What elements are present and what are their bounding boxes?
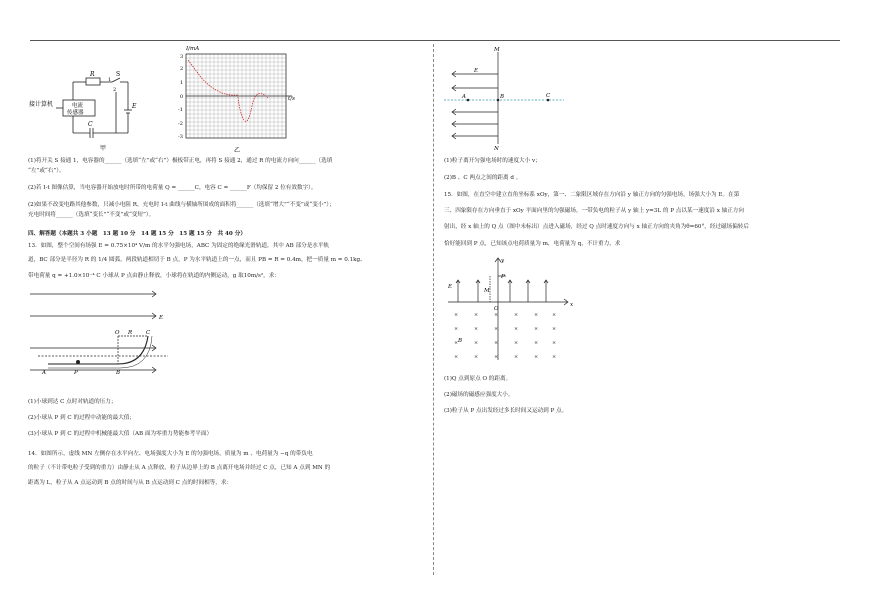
p13-q2: (2)小球从 P 到 C 的过程中动能的最大值； — [28, 415, 135, 421]
p14-q1: (1)粒子离开匀强电场时的速度大小 v； — [444, 158, 541, 164]
track-O: O — [115, 330, 120, 336]
field-cross-mark: × — [454, 354, 459, 360]
axes-O: O — [494, 306, 499, 312]
circuit-caption: 甲 — [100, 145, 107, 152]
track-C: C — [146, 330, 151, 336]
graph-xlabel: t/s — [288, 96, 295, 102]
axes-B: B — [458, 338, 463, 344]
field-cross-mark: × — [454, 340, 459, 346]
field-cross-mark: × — [494, 326, 499, 332]
field-diagram — [444, 44, 604, 154]
track-diagram — [28, 288, 188, 394]
point-C — [547, 99, 550, 102]
p13-line1: 13．如图，整个空间有场强 E = 0.75×10⁴ V/m 的水平匀强电场，ABC 为固定的绝缘光滑轨道，其中 AB 部分是水平轨 — [28, 243, 330, 249]
field-cross-mark: × — [514, 312, 519, 318]
p15-q2: (2)磁场的磁感应强度大小。 — [444, 392, 514, 398]
graph-caption: 乙 — [234, 147, 241, 154]
field-cross-mark: × — [552, 354, 557, 360]
circuit-label-computer: 接计算机 — [29, 101, 54, 108]
point-A — [467, 99, 470, 102]
p14-line2: 的粒子（不计带电粒子受到的重力）由静止从 A 点释放，粒子从边界上的 B 点离开电场并经过 C 点，已知 A 点到 MN 的 — [28, 465, 331, 471]
field-cross-mark: × — [494, 340, 499, 346]
q2-estimate: (2)若 I-t 图像估算，当电容器开始放电时所带的电荷量 Q = ______C，电容 C = ______F（均保留 2 位有效数字）。 — [28, 185, 317, 191]
circuit-R: R — [90, 71, 95, 78]
field-B: B — [500, 94, 505, 100]
track-R: R — [128, 330, 133, 336]
field-cross-mark: × — [514, 326, 519, 332]
graph-ytick-m2: -2 — [178, 121, 183, 127]
field-cross-mark: × — [534, 354, 539, 360]
p13-line2: 道，BC 部分是半径为 R 的 1/4 圆弧，两段轨道相切于 B 点，P 为水平轨道上的一点，而且 PB = R = 0.4m，把一质量 m = 0.1kg、 — [28, 257, 366, 263]
top-rule — [30, 40, 840, 41]
field-cross-mark: × — [474, 326, 479, 332]
field-cross-mark: × — [474, 340, 479, 346]
axes-y: y — [501, 258, 505, 264]
p13-q3: (3)小球从 P 到 C 的过程中机械能最大值（AB 面为零重力势能参考平面） — [28, 431, 213, 437]
track-P: P — [74, 370, 78, 376]
field-E: E — [474, 68, 479, 74]
graph-ytick-2: 2 — [180, 66, 184, 72]
graph-ytick-1: 1 — [180, 80, 184, 86]
p13-line3: 带电荷量 q = +1.0×10⁻⁴ C 小球从 P 点由静止释放，小球将在轨道的内侧运动，g 取10m/s²，求： — [28, 273, 280, 279]
graph-ytick-m3: -3 — [178, 134, 183, 140]
p13-q1: (1)小球到达 C 点时对轨道的压力； — [28, 399, 117, 405]
field-cross-mark: × — [454, 326, 459, 332]
field-cross-mark: × — [514, 340, 519, 346]
field-C: C — [546, 93, 551, 99]
track-E: E — [159, 315, 164, 321]
circuit-node1: 1 — [108, 77, 112, 83]
circuit-sensor-line2: 传感器 — [67, 110, 84, 116]
field-cross-mark: × — [514, 354, 519, 360]
graph-ylabel: I/mA — [186, 46, 200, 52]
p15-line3: 射出，经 x 轴上的 Q 点（图中未标出）点进入磁场，经过 Q 点时速度方向与 x 轴正方向的夹角为θ=60°，经过磁场偏转后 — [444, 224, 749, 230]
field-cross-mark: × — [552, 340, 557, 346]
axes-M: M — [484, 288, 490, 294]
discharge-curve — [238, 94, 268, 122]
ball — [76, 360, 80, 364]
p15-q1: (1)Q 点到原点 O 的距离。 — [444, 376, 512, 382]
magnetic-field-diagram — [444, 254, 584, 364]
field-cross-mark: × — [494, 312, 499, 318]
p15-line1: 15．如图，在直空中建立直角坐标系 xOy，第一、二象限区域存在方向沿 y 轴正方向的匀强电场，场强大小为 E。在第 — [444, 192, 740, 198]
circuit-S: S — [116, 71, 121, 78]
graph-ytick-3: 3 — [180, 54, 184, 60]
track-B: B — [116, 370, 121, 376]
field-cross-mark: × — [552, 326, 557, 332]
field-cross-mark: × — [534, 326, 539, 332]
field-cross-mark: × — [474, 312, 479, 318]
circuit-node2: 2 — [113, 87, 117, 93]
field-cross-mark: × — [534, 340, 539, 346]
field-A: A — [462, 94, 466, 100]
field-cross-mark: × — [534, 312, 539, 318]
axes-x: x — [570, 302, 574, 308]
q3-line2: 充电时间将______（选填“变长”“不变”或“变短”）。 — [28, 212, 155, 218]
circuit-diagram — [28, 70, 158, 170]
i-t-graph — [168, 44, 298, 156]
p14-line3: 距离为 L，粒子从 A 点运动到 B 点的时间与从 B 点运动到 C 点的时间相等，求： — [28, 480, 233, 486]
graph-ytick-0: 0 — [180, 94, 184, 100]
p14-line1: 14．如图所示，虚线 MN 左侧存在水平向左、电场强度大小为 E 的匀强电场，质量为 m 、电荷量为 −q 的带负电 — [28, 451, 313, 457]
field-N: N — [494, 146, 499, 152]
field-M: M — [494, 47, 500, 53]
column-divider — [433, 44, 434, 575]
q3-line1: (2)如果不改变电路其他参数，只减小电阻 R，充电时 I-t 曲线与横轴所围成的面积将______（选填“增大”“不变”或“变小”）； — [28, 202, 335, 208]
p15-line2: 三、四象限存在方向垂直于 xOy 平面向里的匀强磁场。一带负电的粒子从 y 轴上 y=3L 的 P 点以某一速度沿 x 轴正方向 — [444, 208, 745, 214]
p14-q2: (2)B 、C 两点之间的距离 d 。 — [444, 175, 522, 181]
section-heading: 四、解答题（本题共 3 小题 13 题 10 分 14 题 15 分 15 题 15 分 共 40 分） — [28, 231, 246, 237]
graph-ytick-m1: -1 — [178, 107, 183, 113]
track-A: A — [42, 370, 46, 376]
field-cross-mark: × — [454, 312, 459, 318]
p15-q3: (3)粒子从 P 点出发经过多长时间又运动到 P 点。 — [444, 408, 568, 414]
axes-E: E — [448, 284, 453, 290]
circuit-sensor-line1: 电流 — [72, 103, 84, 109]
q1-line2: “左”或“右”）。 — [28, 168, 65, 174]
axes-P: P — [501, 274, 505, 280]
circuit-C: C — [88, 121, 93, 128]
q1-line1: (1)将开关 S 接通 1，电容器的______（选填“左”或“右”）极板带正电，再将 S 接通 2，通过 R 的电流方向向______（选填 — [28, 158, 333, 164]
field-cross-mark: × — [552, 312, 557, 318]
field-cross-mark: × — [494, 354, 499, 360]
p15-line4: 恰好能回到 P 点，已知该点电荷质量为 m，电荷量为 q，不计重力，求 — [444, 241, 621, 247]
circuit-E: E — [132, 103, 137, 110]
point-B — [497, 99, 500, 102]
field-cross-mark: × — [474, 354, 479, 360]
